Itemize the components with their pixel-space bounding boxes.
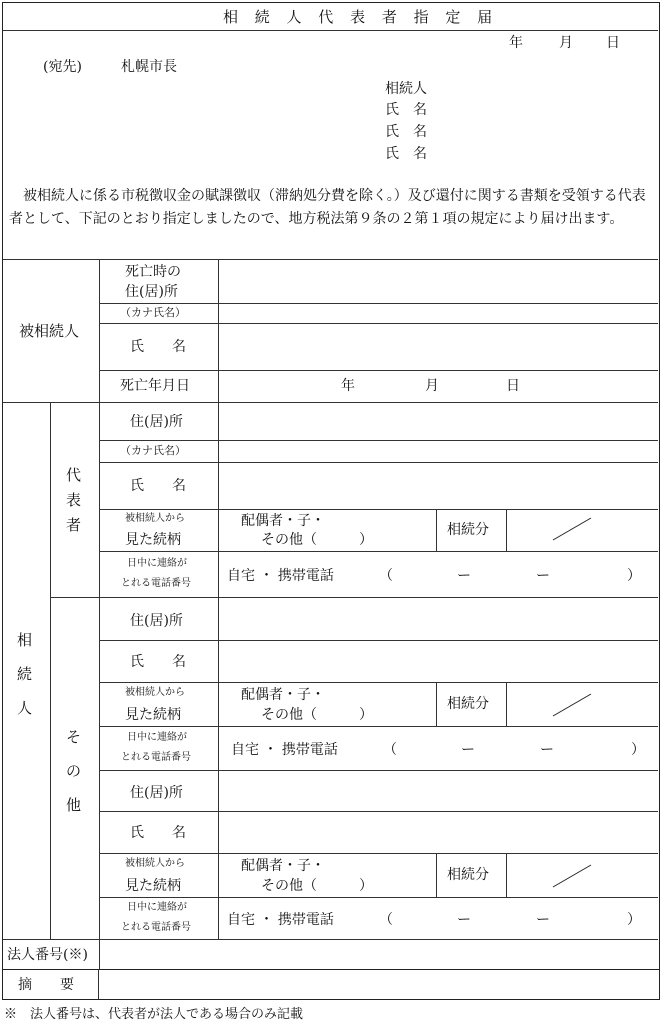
decedent-section-label: 被相続人	[19, 322, 80, 340]
other1-relation-label-1: 被相続人から	[125, 687, 185, 698]
heirs-header-label: 相続人	[385, 81, 427, 97]
rep-relation-label-1: 被相続人から	[125, 513, 185, 524]
rep-phone-close: ）	[627, 568, 641, 584]
rep-phone-label-1: 日中に連絡が	[127, 558, 187, 569]
other2-phone-label-1: 日中に連絡が	[127, 902, 187, 913]
rep-phone-dash-1: ー	[457, 568, 471, 584]
representative-label: 代 表 者	[66, 466, 82, 534]
other2-relation-label-2: 見た続柄	[125, 878, 181, 894]
other1-phone-dash-2: ー	[540, 742, 554, 758]
other2-name-label: 氏 名	[130, 825, 186, 841]
date-month-label: 月	[559, 35, 573, 51]
date-year-label: 年	[509, 35, 523, 51]
decedent-death-day: 日	[506, 378, 520, 394]
decedent-kana-label: （カナ氏名）	[120, 306, 186, 319]
other2-phone-options: 自宅 ・ 携帯電話	[227, 912, 334, 928]
other1-phone-dash-1: ー	[461, 742, 475, 758]
decedent-address-label-2: 住(居)所	[125, 284, 178, 300]
rep-kana-label: （カナ氏名）	[120, 444, 186, 457]
other1-phone-label-1: 日中に連絡が	[127, 732, 187, 743]
corporate-number-label: 法人番号(※)	[7, 947, 88, 963]
rep-relation-options-1: 配偶者・子・	[241, 513, 325, 529]
other2-relation-options-2: その他（ ）	[261, 878, 373, 894]
other1-relation-label-2: 見た続柄	[125, 707, 181, 723]
other2-relation-options-1: 配偶者・子・	[241, 858, 325, 874]
heir-name-label-1: 氏 名	[385, 102, 427, 118]
form-title: 相 続 人 代 表 者 指 定 届	[223, 8, 499, 26]
other1-relation-options-1: 配偶者・子・	[241, 687, 325, 703]
rep-share-slash	[551, 516, 593, 542]
other2-phone-dash-2: ー	[536, 912, 550, 928]
other2-share-slash	[551, 863, 593, 889]
other1-relation-options-2: その他（ ）	[261, 707, 373, 723]
other1-share-label: 相続分	[447, 696, 489, 712]
other1-phone-options: 自宅 ・ 携帯電話	[231, 742, 338, 758]
others-label: そ の 他	[66, 728, 82, 814]
date-day-label: 日	[606, 35, 620, 51]
other2-relation-label-1: 被相続人から	[125, 858, 185, 869]
other1-phone-label-2: とれる電話番号	[121, 752, 191, 763]
decedent-death-year: 年	[341, 378, 355, 394]
decedent-address-label-1: 死亡時の	[125, 264, 181, 280]
other1-phone-close: ）	[631, 742, 645, 758]
rep-phone-dash-2: ー	[536, 568, 550, 584]
other2-address-label: 住(居)所	[130, 785, 183, 801]
heir-name-label-3: 氏 名	[385, 146, 427, 162]
rep-relation-label-2: 見た続柄	[125, 532, 181, 548]
other2-phone-dash-1: ー	[457, 912, 471, 928]
rep-phone-label-2: とれる電話番号	[121, 578, 191, 589]
other1-address-label: 住(居)所	[130, 613, 183, 629]
rep-address-label: 住(居)所	[130, 414, 183, 430]
rep-share-label: 相続分	[447, 522, 489, 538]
rep-phone-open: （	[379, 568, 393, 584]
other2-phone-open: （	[379, 912, 393, 928]
body-text: 被相続人に係る市税徴収金の賦課徴収（滞納処分費を除く。）及び還付に関する書類を受領する代表者として、下記のとおり指定しましたので、地方税法第９条の２第１項の規定により届け出ます。	[9, 188, 646, 227]
other1-phone-open: （	[383, 742, 397, 758]
other2-phone-label-2: とれる電話番号	[121, 922, 191, 933]
decedent-name-label: 氏 名	[130, 339, 186, 355]
rep-phone-options: 自宅 ・ 携帯電話	[227, 568, 334, 584]
rep-name-label: 氏 名	[130, 478, 186, 494]
footnote: ※ 法人番号は、代表者が法人である場合のみ記載	[4, 1007, 304, 1022]
rep-relation-options-2: その他（ ）	[261, 532, 373, 548]
other1-name-label: 氏 名	[130, 654, 186, 670]
heirs-section-label: 相 続 人	[17, 631, 33, 717]
addressee-name: 札幌市長	[121, 59, 177, 75]
addressee-prefix: (宛先)	[43, 59, 82, 75]
other1-share-slash	[551, 692, 593, 718]
designation-form	[2, 2, 660, 970]
other2-share-label: 相続分	[447, 867, 489, 883]
remarks-label: 摘 要	[18, 977, 74, 993]
heir-name-label-2: 氏 名	[385, 124, 427, 140]
decedent-death-date-label: 死亡年月日	[120, 378, 190, 394]
decedent-death-month: 月	[425, 378, 439, 394]
other2-phone-close: ）	[627, 912, 641, 928]
